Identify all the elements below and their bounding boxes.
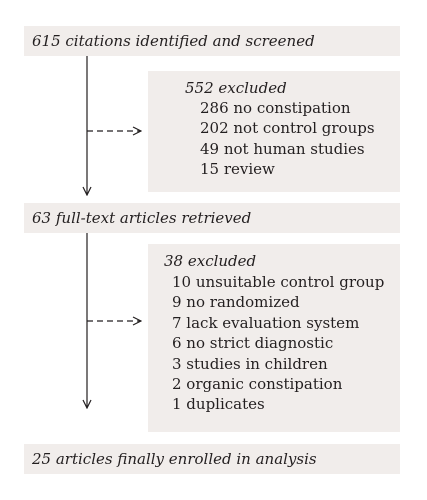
- exclusion-item: 15 review: [200, 160, 275, 179]
- stage-identified: [24, 26, 400, 56]
- exclusion-item: 286 no constipation: [200, 99, 351, 117]
- stage-retrieved: [24, 203, 400, 233]
- exclusion-item: 2 organic constipation: [172, 375, 343, 394]
- exclusion-item: 3 studies in children: [172, 354, 328, 373]
- stage-identified-label: 615 citations identified and screened: [32, 32, 315, 50]
- exclusion-item: 1 duplicates: [172, 395, 265, 414]
- exclusion-item: 9 no randomized: [172, 293, 300, 312]
- stage-retrieved-label: 63 full-text articles retrieved: [32, 209, 252, 227]
- exclusion-item: 6 no strict diagnostic: [172, 334, 334, 353]
- exclusion-list-2: [172, 272, 384, 415]
- exclusion-list-1: [200, 98, 375, 180]
- exclusion-item: 202 not control groups: [200, 119, 375, 138]
- exclusion-box-2: [148, 244, 400, 432]
- stage-enrolled-label: 25 articles finally enrolled in analysis: [32, 450, 317, 468]
- stage-enrolled: [24, 444, 400, 474]
- exclusion-item: 49 not human studies: [200, 139, 365, 158]
- exclusion-item: 10 unsuitable control group: [172, 273, 385, 291]
- exclusion-title-2: 38 excluded: [164, 252, 257, 270]
- exclusion-item: 7 lack evaluation system: [172, 313, 360, 332]
- exclusion-title-1: 552 excluded: [185, 79, 287, 97]
- exclusion-box-1: [148, 71, 400, 192]
